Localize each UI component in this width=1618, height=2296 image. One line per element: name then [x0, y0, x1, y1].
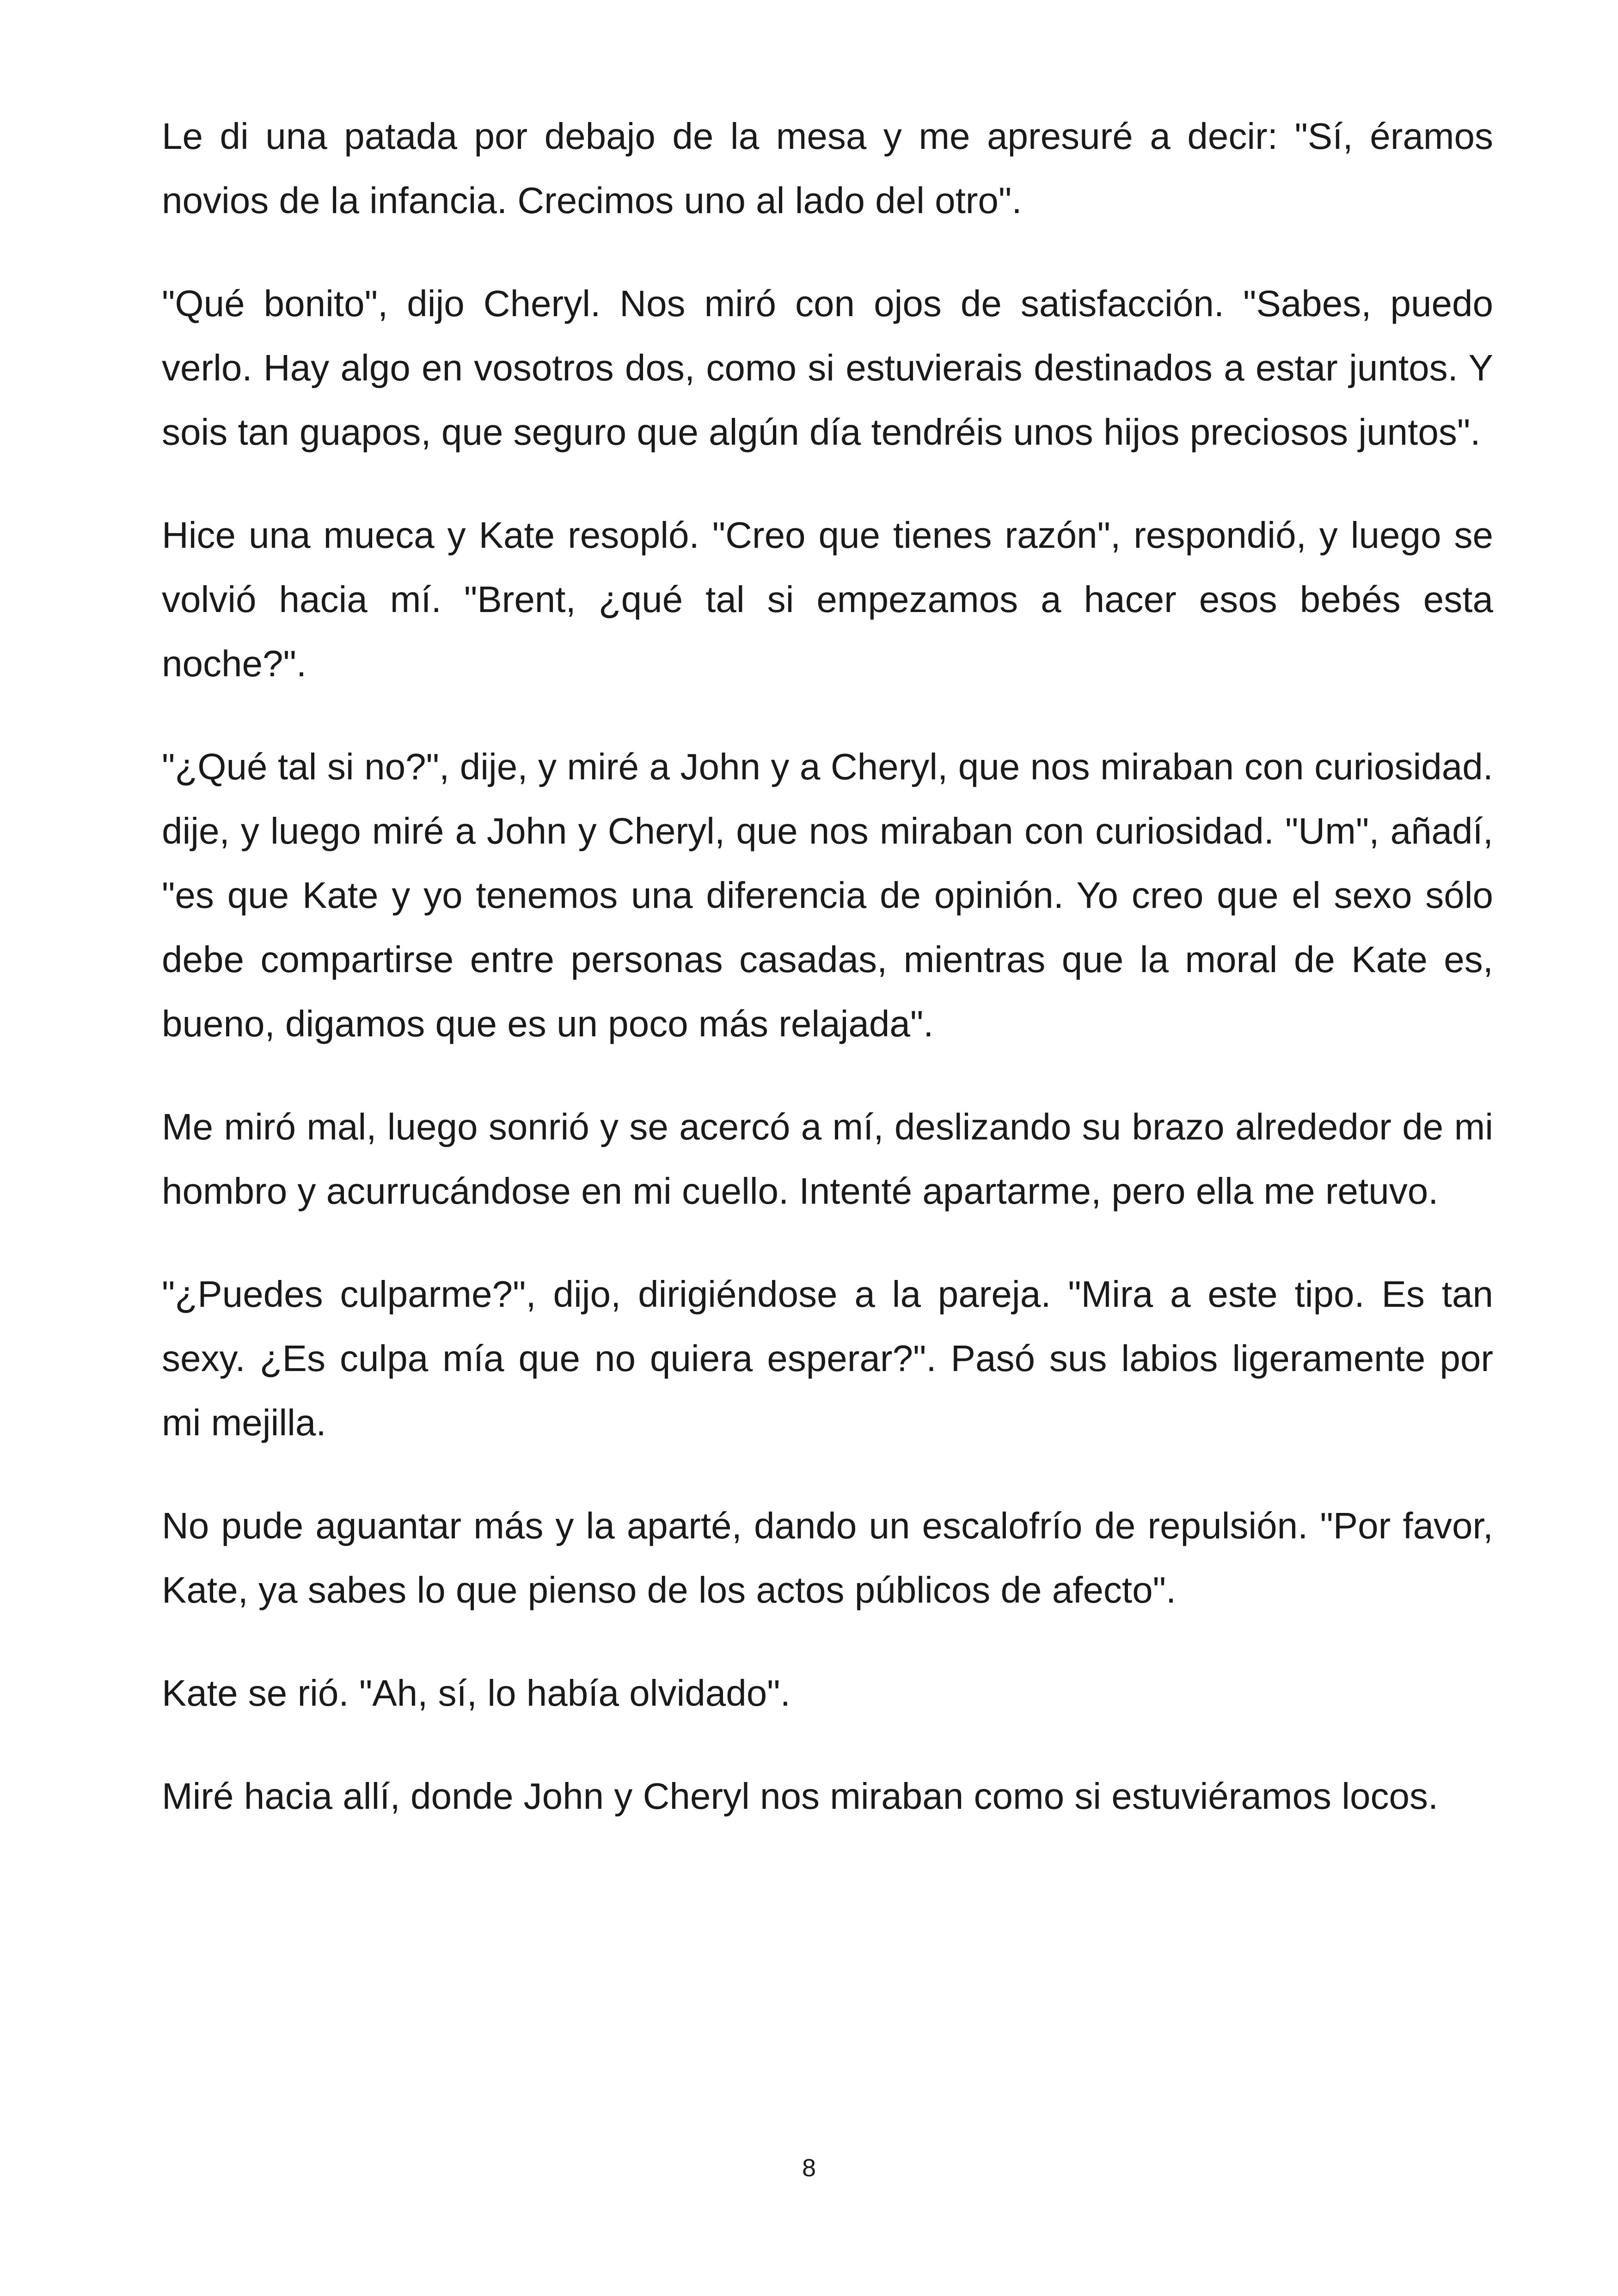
paragraph-1: Le di una patada por debajo de la mesa y me apresuré a decir: "Sí, éramos novios de la infancia. Crecimos uno al lado del otro".	[162, 116, 1493, 221]
page-body	[162, 104, 1493, 1828]
paragraph-3: Hice una mueca y Kate resopló. "Creo que tienes razón", respondió, y luego se volvió hacia mí. "Brent, ¿qué tal si empezamos a hacer esos bebés esta noche?".	[162, 514, 1493, 684]
paragraph-8: Kate se rió. "Ah, sí, lo había olvidado".	[162, 1672, 791, 1714]
paragraph-6: "¿Puedes culparme?", dijo, dirigiéndose a la pareja. "Mira a este tipo. Es tan sexy. ¿Es culpa mía que no quiera esperar?". Pasó sus labios ligeramente por mi mejilla.	[162, 1274, 1493, 1443]
paragraph-4: "¿Qué tal si no?", dije, y miré a John y a Cheryl, que nos miraban con curiosidad. dije, y luego miré a John y Cheryl, que nos miraban con curiosidad. "Um", añadí, "es que Kate y yo tenemos una diferencia de opinión. Yo creo que el sexo sólo debe compartirse entre personas casadas, mientras que la moral de Kate es, bueno, digamos que es un poco más relajada".	[162, 746, 1493, 1044]
paragraph-9: Miré hacia allí, donde John y Cheryl nos miraban como si estuviéramos locos.	[162, 1776, 1439, 1817]
paragraph-5: Me miró mal, luego sonrió y se acercó a mí, deslizando su brazo alrededor de mi hombro y acurrucándose en mi cuello. Intenté apartarme, pero ella me retuvo.	[162, 1106, 1493, 1212]
paragraph-7: No pude aguantar más y la aparté, dando un escalofrío de repulsión. "Por favor, Kate, ya sabes lo que pienso de los actos públicos de afecto".	[162, 1505, 1493, 1610]
paragraph-2: "Qué bonito", dijo Cheryl. Nos miró con ojos de satisfacción. "Sabes, puedo verlo. Hay algo en vosotros dos, como si estuvierais destinados a estar juntos. Y sois tan guapos, que seguro que algún día tendréis unos hijos preciosos juntos".	[162, 283, 1493, 453]
page-number: 8	[802, 2154, 816, 2182]
